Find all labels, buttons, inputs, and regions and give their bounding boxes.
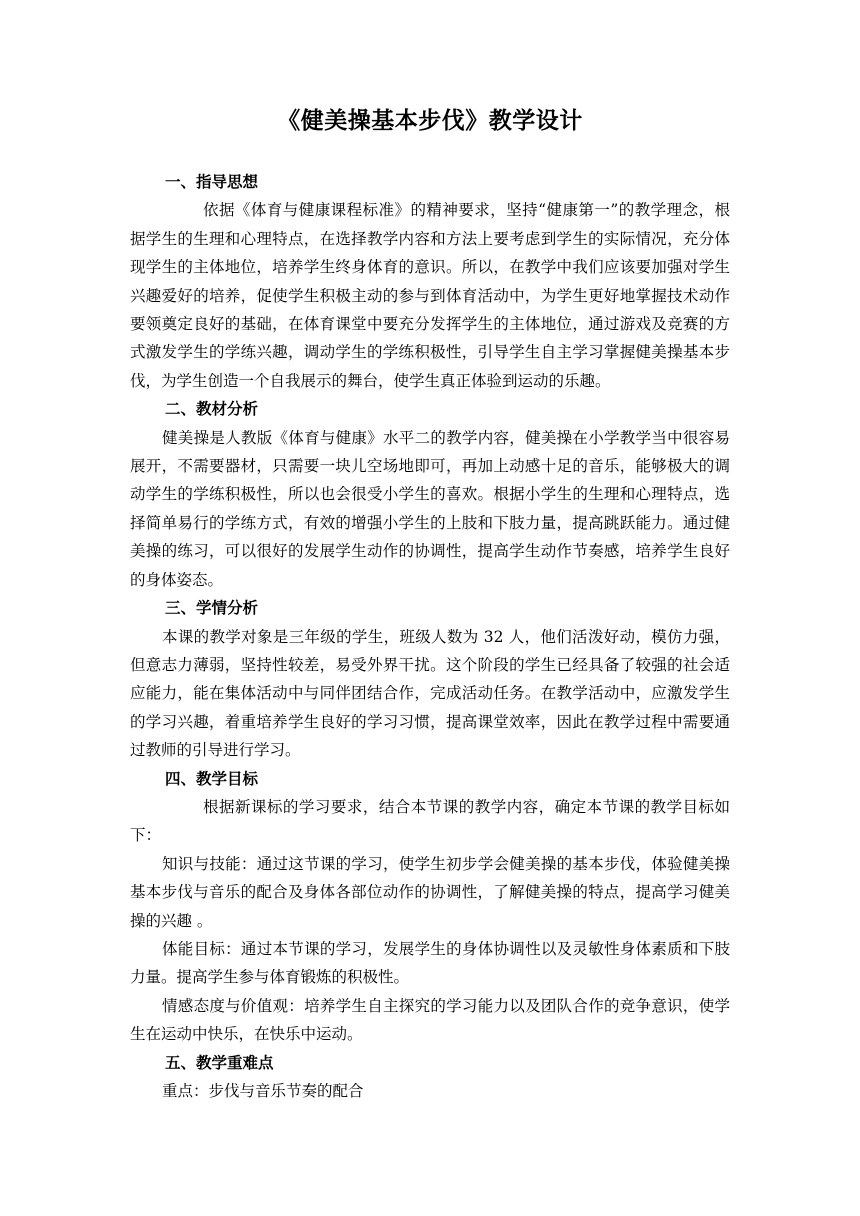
document-body xyxy=(130,168,730,1105)
paragraph-student-analysis: 本课的教学对象是三年级的学生，班级人数为 32 人，他们活泼好动，模仿力强，但意志力薄弱，坚持性较差，易受外界干扰。这个阶段的学生已经具备了较强的社会适应能力，能在集体活动中与同伴团结合作，完成活动任务。在教学活动中，应激发学生的学习兴趣，着重培养学生良好的学习习惯，提高课堂效率，因此在教学过程中需要通过教师的引导进行学习。 xyxy=(130,627,730,760)
paragraph-textbook-analysis: 健美操是人教版《体育与健康》水平二的教学内容，健美操在小学教学当中很容易展开，不需要器材，只需要一块儿空场地即可，再加上动感十足的音乐，能够极大的调动学生的学练积极性，所以也会很受小学生的喜欢。根据小学生的生理和心理特点，选择简单易行的学练方式，有效的增强小学生的上肢和下肢力量，提高跳跃能力。通过健美操的练习，可以很好的发展学生动作的协调性，提高学生动作节奏感，培养学生良好的身体姿态。 xyxy=(130,428,730,589)
section-heading-teaching-objectives: 四、教学目标 xyxy=(165,769,259,788)
paragraph-key-point: 重点：步伐与音乐节奏的配合 xyxy=(162,1082,364,1100)
section-heading-student-analysis: 三、学情分析 xyxy=(165,599,259,618)
paragraph-guiding-ideology: 依据《体育与健康课程标准》的精神要求，坚持“健康第一”的教学理念，根据学生的生理和心理特点，在选择教学内容和方法上要考虑到学生的实际情况，充分体现学生的主体地位，培养学生终身体育的意识。所以，在教学中我们应该要加强对学生兴趣爱好的培养，促使学生积极主动的参与到体育活动中，为学生更好地掌握技术动作要领奠定良好的基础，在体育课堂中要充分发挥学生的主体地位，通过游戏及竞赛的方式激发学生的学练兴趣，调动学生的学练积极性，引导学生自主学习掌握健美操基本步伐，为学生创造一个自我展示的舞台，使学生真正体验到运动的乐趣。 xyxy=(130,201,730,390)
document-title: 《健美操基本步伐》教学设计 xyxy=(277,108,583,134)
paragraph-objectives-intro: 根据新课标的学习要求，结合本节课的教学内容，确定本节课的教学目标如下： xyxy=(130,797,730,845)
paragraph-knowledge-skills: 知识与技能：通过这节课的学习，使学生初步学会健美操的基本步伐，体验健美操基本步伐与音乐的配合及身体各部位动作的协调性，了解健美操的特点，提高学习健美操的兴趣 。 xyxy=(130,854,730,930)
paragraph-fitness-goal: 体能目标：通过本节课的学习，发展学生的身体协调性以及灵敏性身体素质和下肢力量。提高学生参与体育锻炼的积极性。 xyxy=(130,939,730,987)
section-heading-textbook-analysis: 二、教材分析 xyxy=(165,400,259,419)
section-heading-guiding-ideology: 一、指导思想 xyxy=(165,173,259,191)
paragraph-emotional-values: 情感态度与价值观：培养学生自主探究的学习能力以及团队合作的竞争意识，使学生在运动中快乐，在快乐中运动。 xyxy=(130,996,730,1044)
section-heading-key-difficulties: 五、教学重难点 xyxy=(165,1053,274,1072)
